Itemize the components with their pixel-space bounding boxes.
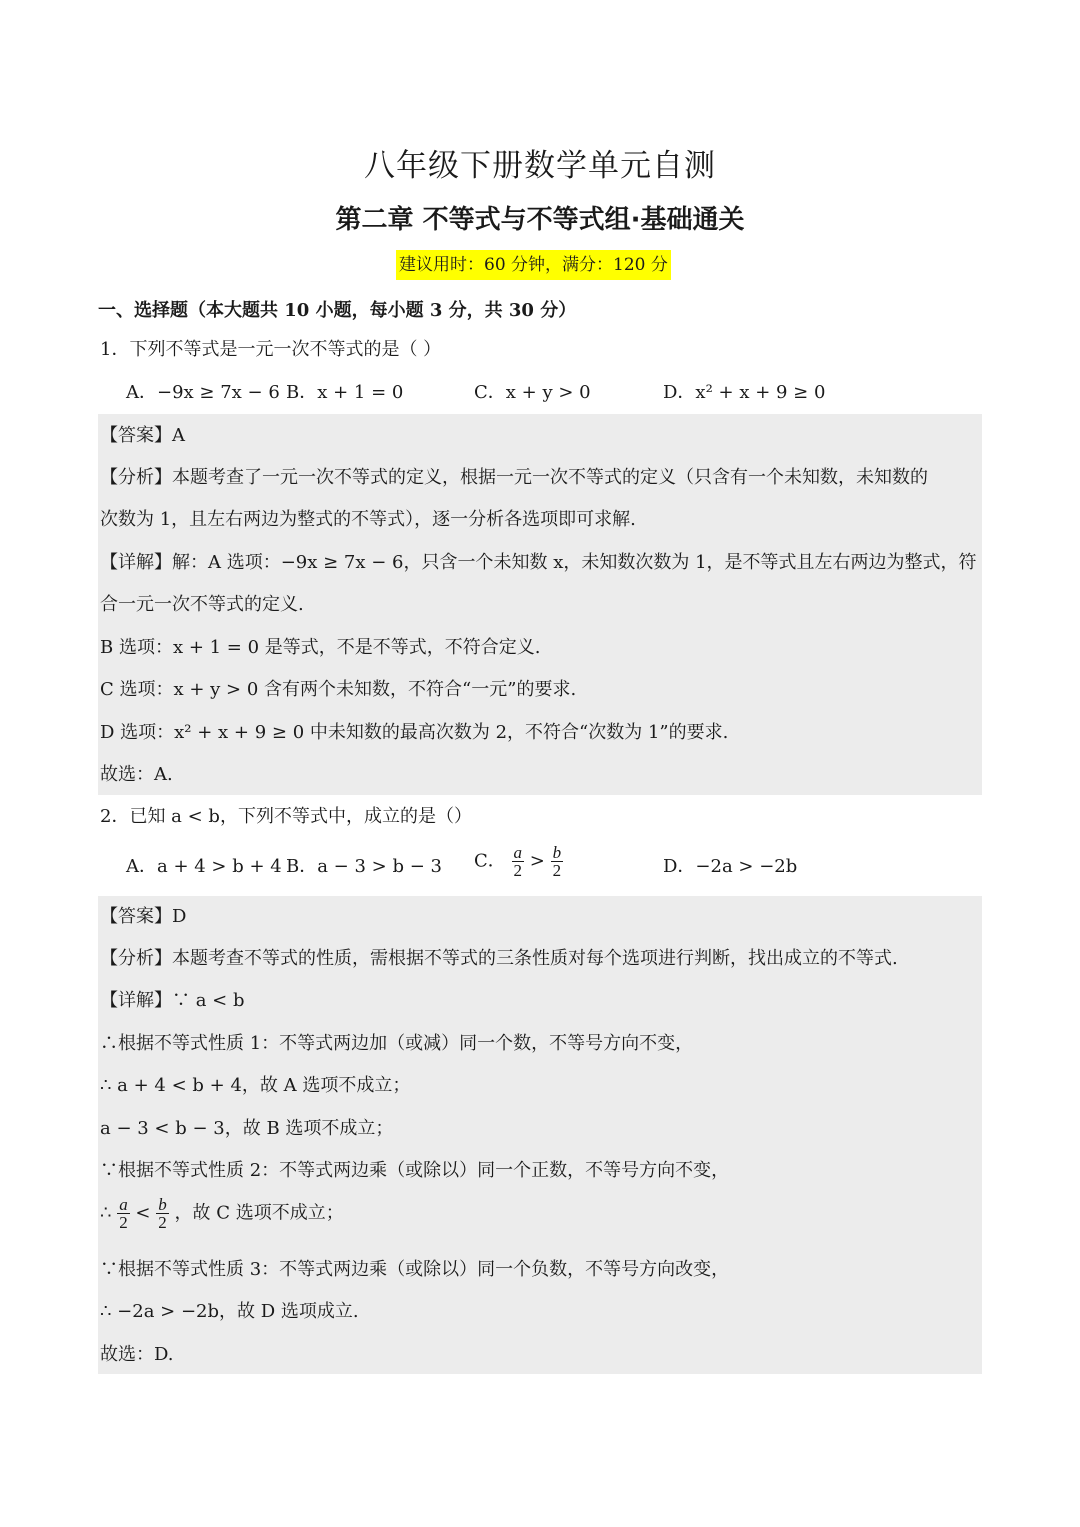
- q1-answer: 【答案】A: [100, 425, 185, 446]
- q2-detail-line-7: ∴ −2a > −2b，故 D 选项成立.: [100, 1301, 359, 1322]
- q2-detail-fraction-b: $\frac{b}{2}$: [158, 1195, 167, 1232]
- q2-option-d: D．−2a > −2b: [663, 856, 798, 877]
- q1-option-b: B．x + 1 = 0: [286, 382, 404, 403]
- q2-option-c-label: C．: [474, 850, 506, 872]
- q2-detail-line-6: ∵根据不等式性质 3：不等式两边乘（或除以）同一个负数，不等号方向改变，: [100, 1259, 730, 1280]
- q2-choice: 故选：D.: [100, 1344, 174, 1365]
- q2-detail-line-4: ∵根据不等式性质 2：不等式两边乘（或除以）同一个正数，不等号方向不变，: [100, 1160, 730, 1181]
- q2-option-c: [474, 844, 563, 879]
- q1-detail-line-2: 合一元一次不等式的定义.: [100, 594, 304, 615]
- q2-detail-line-5: [100, 1196, 344, 1231]
- q1-detail-line-1: 【详解】解：A 选项：−9x ≥ 7x − 6，只含一个未知数 x，未知数次数为 1，是不等式且左右两边为整式，符: [100, 552, 977, 573]
- q2-detail-line-5-suffix: ，故 C 选项不成立；: [174, 1202, 344, 1224]
- q1-choice: 故选：A.: [100, 764, 173, 785]
- q1-detail-option-c: C 选项：x + y > 0 含有两个未知数，不符合“一元”的要求.: [100, 679, 577, 700]
- therefore-symbol: ∴: [100, 1202, 112, 1224]
- q2-option-b: B．a − 3 > b − 3: [286, 856, 442, 877]
- q1-analysis-line-1: 【分析】本题考查了一元一次不等式的定义，根据一元一次不等式的定义（只含有一个未知数，未知数的: [100, 467, 928, 488]
- q1-option-c: C．x + y > 0: [474, 382, 591, 403]
- chapter-subtitle: 第二章 不等式与不等式组·基础通关: [335, 205, 745, 235]
- q2-option-c-fraction-b: $\frac{b}{2}$: [552, 843, 562, 880]
- section-title: 一、选择题（本大题共 10 小题，每小题 3 分，共 30 分）: [98, 300, 577, 321]
- q1-detail-option-d: D 选项：x² + x + 9 ≥ 0 中未知数的最高次数为 2，不符合“次数为 1”的要求.: [100, 722, 729, 743]
- q1-analysis-line-2: 次数为 1，且左右两边为整式的不等式），逐一分析各选项即可求解.: [100, 509, 636, 530]
- question-2-stem: 2．已知 a < b，下列不等式中，成立的是（）: [100, 806, 472, 827]
- q1-option-d: D．x² + x + 9 ≥ 0: [663, 382, 826, 403]
- q2-detail-head: 【详解】∵ a < b: [100, 990, 245, 1011]
- document-title: 八年级下册数学单元自测: [364, 148, 716, 184]
- q2-detail-fraction-a: $\frac{a}{2}$: [119, 1195, 128, 1232]
- q2-detail-operator: <: [135, 1202, 151, 1224]
- q1-detail-option-b: B 选项：x + 1 = 0 是等式，不是不等式，不符合定义.: [100, 637, 541, 658]
- q2-detail-line-1: ∴根据不等式性质 1：不等式两边加（或减）同一个数，不等号方向不变，: [100, 1033, 694, 1054]
- q2-detail-line-3: a − 3 < b − 3，故 B 选项不成立；: [100, 1118, 394, 1139]
- q2-option-c-fraction-a: $\frac{a}{2}$: [513, 843, 523, 880]
- q1-option-a: A．−9x ≥ 7x − 6: [126, 382, 280, 403]
- q2-answer: 【答案】D: [100, 906, 187, 927]
- q2-analysis: 【分析】本题考查不等式的性质，需根据不等式的三条性质对每个选项进行判断，找出成立的不等式.: [100, 948, 898, 969]
- q2-detail-line-2: ∴ a + 4 < b + 4，故 A 选项不成立；: [100, 1075, 411, 1096]
- q2-option-a: A．a + 4 > b + 4: [126, 856, 282, 877]
- time-score-note: 建议用时：60 分钟，满分：120 分: [396, 250, 671, 280]
- q2-option-c-operator: >: [529, 850, 545, 872]
- question-1-stem: 1．下列不等式是一元一次不等式的是（ ）: [100, 339, 442, 360]
